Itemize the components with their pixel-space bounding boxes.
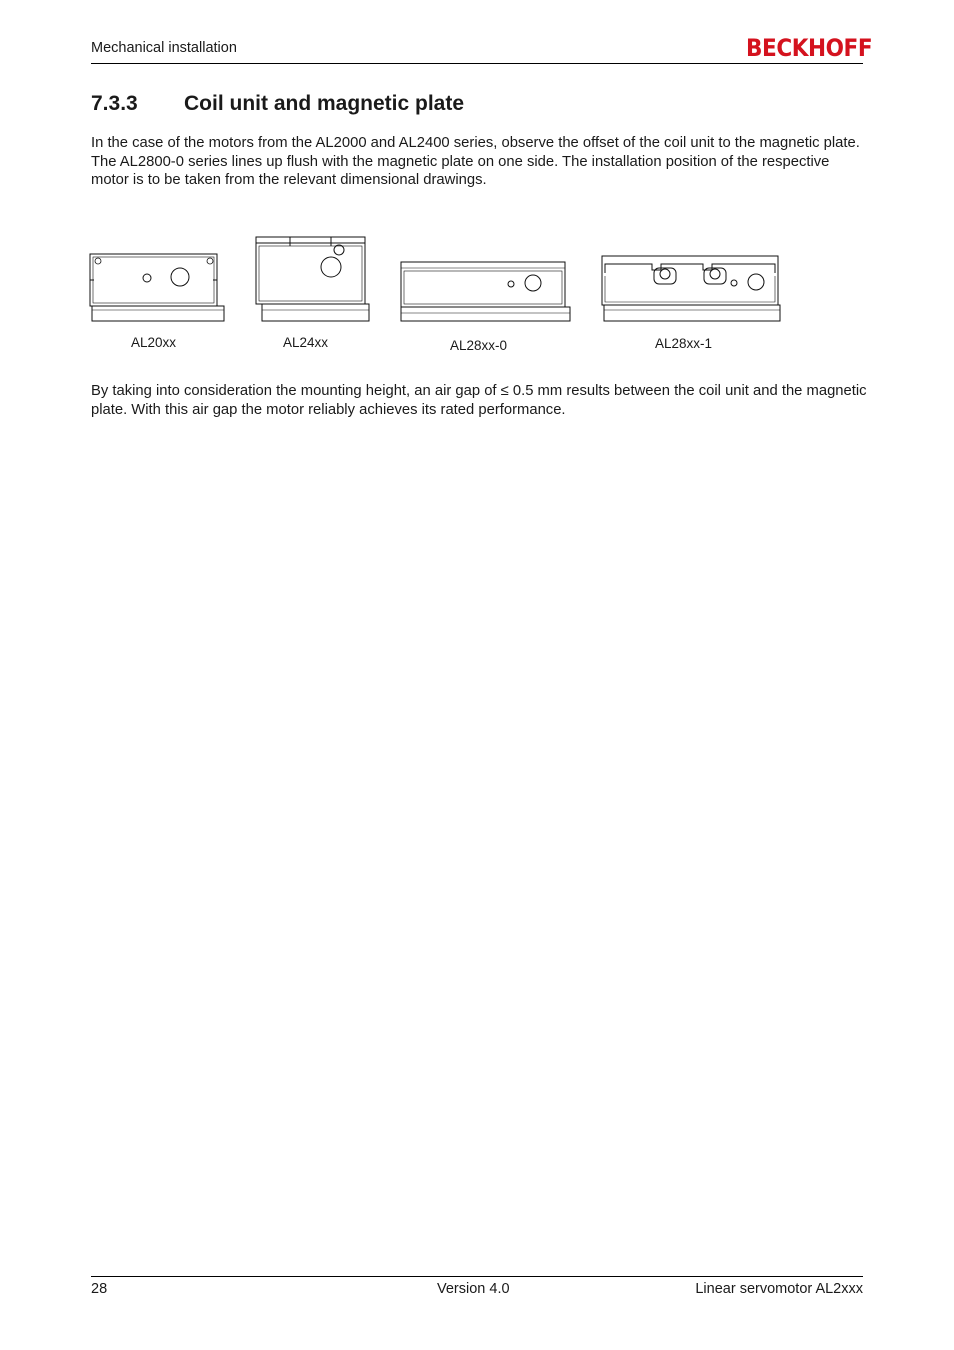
product-name: Linear servomotor AL2xxx <box>695 1281 863 1297</box>
section-title: Mechanical installation <box>91 40 237 56</box>
page-number: 28 <box>91 1281 108 1297</box>
al20xx-drawing <box>90 254 224 321</box>
header-divider <box>91 63 863 64</box>
motor-cross-section-figure <box>85 228 785 358</box>
section-heading <box>91 92 464 116</box>
air-gap-paragraph: By taking into consideration the mounting height, an air gap of ≤ 0.5 mm results between the coil unit and the magnetic plate. With this air gap the motor reliably achieves its rated performance. <box>91 383 867 418</box>
al24xx-drawing <box>256 237 369 321</box>
al28xx-1-drawing <box>602 256 780 321</box>
document-version: Version 4.0 <box>437 1281 510 1297</box>
al28xx-0-drawing <box>401 262 570 321</box>
section-number: 7.3.3 <box>91 92 138 115</box>
figure-label-al28xx-1: AL28xx-1 <box>655 336 713 351</box>
figure-label-al20xx: AL20xx <box>131 335 177 350</box>
footer-divider <box>91 1276 863 1277</box>
figure-label-al28xx-0: AL28xx-0 <box>450 338 508 353</box>
intro-paragraph: In the case of the motors from the AL2000 and AL2400 series, observe the offset of the coil unit to the magnetic plate. The AL2800-0 series lines up flush with the magnetic plate on one side. The installation position of the respective motor is to be taken from the relevant dimensional drawings. <box>91 135 860 189</box>
beckhoff-logo: BECKHOFF <box>746 34 873 62</box>
section-heading-title: Coil unit and magnetic plate <box>184 92 465 115</box>
figure-label-al24xx: AL24xx <box>283 335 329 350</box>
